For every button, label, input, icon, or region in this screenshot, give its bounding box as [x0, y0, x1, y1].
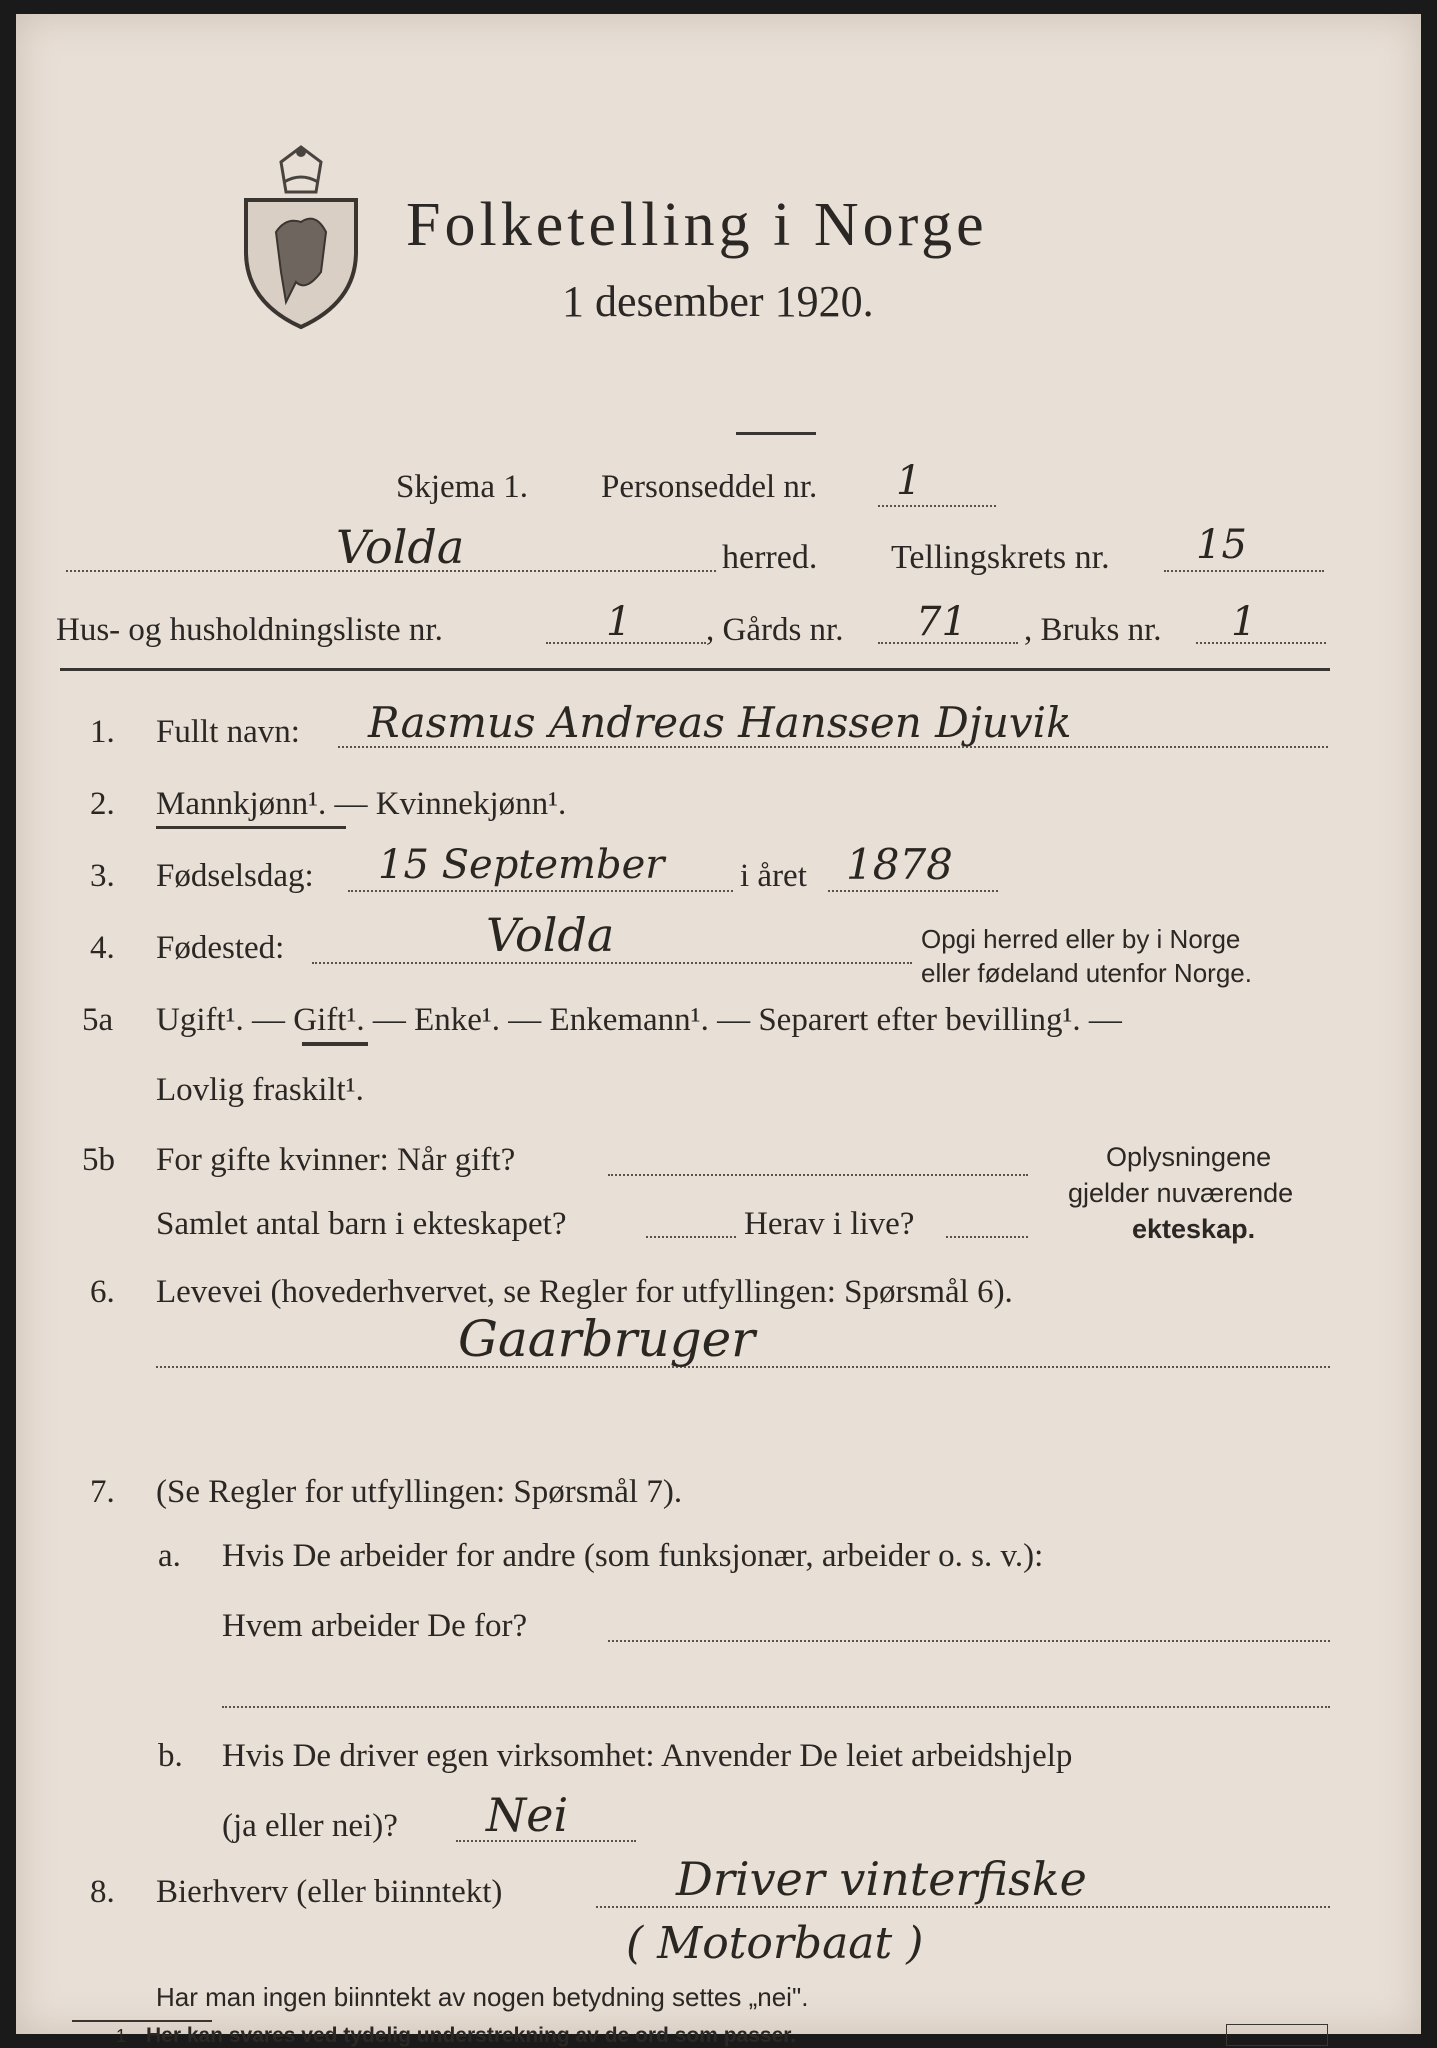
- mannkjonn-underline: [156, 826, 346, 829]
- q3-year-label: i året: [740, 858, 807, 894]
- section-divider: [60, 668, 1330, 671]
- q4-line: [312, 962, 912, 964]
- q7-number: 7.: [90, 1474, 115, 1510]
- q7a-number: a.: [158, 1538, 181, 1574]
- q3-line: [348, 890, 733, 892]
- census-form-page: [16, 14, 1421, 2047]
- q7a-label-employer: Hvem arbeider De for?: [222, 1608, 528, 1644]
- q5b-label-alive: Herav i live?: [744, 1206, 915, 1242]
- q7-label: (Se Regler for utfyllingen: Spørsmål 7).: [156, 1474, 683, 1510]
- coat-of-arms-icon: [226, 142, 376, 332]
- q1-number: 1.: [90, 714, 115, 750]
- herred-label: herred.: [722, 539, 818, 576]
- gards-value[interactable]: 71: [916, 599, 967, 645]
- q5b-label-married: For gifte kvinner: Når gift?: [156, 1142, 516, 1178]
- q7a-extra-line[interactable]: [222, 1706, 1330, 1708]
- q8-label: Bierhverv (eller biinntekt): [156, 1874, 503, 1910]
- bruks-value[interactable]: 1: [1231, 599, 1257, 645]
- q4-note-line2: eller fødeland utenfor Norge.: [921, 958, 1252, 988]
- q7a-label: Hvis De arbeider for andre (som funksjonær, arbeider o. s. v.):: [222, 1538, 1044, 1574]
- side-income-note: Har man ingen biinntekt av nogen betydning settes „nei".: [156, 1982, 809, 2012]
- birthplace-value[interactable]: Volda: [486, 908, 615, 962]
- q2-label: Mannkjønn¹. — Kvinnekjønn¹.: [156, 786, 567, 822]
- footnote-divider: [72, 2020, 212, 2022]
- q4-label: Fødested:: [156, 930, 285, 966]
- bruks-line: [1196, 642, 1326, 644]
- q3-label: Fødselsdag:: [156, 858, 314, 894]
- herred-value[interactable]: Volda: [336, 520, 465, 574]
- q5a-label: Ugift¹. — Gift¹. — Enke¹. — Enkemann¹. — Separert efter bevilling¹. —: [156, 1002, 1122, 1038]
- full-name-value[interactable]: Rasmus Andreas Hanssen Djuvik: [368, 698, 1072, 747]
- q6-label: Levevei (hovederhvervet, se Regler for utfyllingen: Spørsmål 6).: [156, 1274, 1013, 1310]
- q5a-label-line2: Lovlig fraskilt¹.: [156, 1072, 364, 1108]
- q5b-note-line2: gjelder nuværende: [1068, 1178, 1294, 1208]
- q2-number: 2.: [90, 786, 115, 822]
- hired-help-value[interactable]: Nei: [486, 1788, 569, 1842]
- skjema-label: Skjema 1.: [396, 469, 528, 505]
- q5b-note-line3: ekteskap.: [1132, 1214, 1256, 1244]
- side-income-value-line2[interactable]: ( Motorbaat ): [626, 1918, 924, 1969]
- q1-label: Fullt navn:: [156, 714, 300, 750]
- q5b-married-line[interactable]: [608, 1174, 1028, 1176]
- footnote-number: 1: [116, 2026, 127, 2046]
- printer-stamp: [1226, 2024, 1328, 2046]
- q5b-label-children: Samlet antal barn i ekteskapet?: [156, 1206, 567, 1242]
- form-title: Folketelling i Norge: [406, 191, 988, 259]
- q4-number: 4.: [90, 930, 115, 966]
- q7a-employer-line[interactable]: [608, 1640, 1330, 1642]
- q6-number: 6.: [90, 1274, 115, 1310]
- q3-number: 3.: [90, 858, 115, 894]
- tellingskrets-value[interactable]: 15: [1196, 522, 1247, 568]
- hus-value[interactable]: 1: [606, 599, 632, 645]
- q7b-label: Hvis De driver egen virksomhet: Anvender De leiet arbeidshjelp: [222, 1738, 1073, 1774]
- q7b-number: b.: [158, 1738, 183, 1774]
- bruks-label: , Bruks nr.: [1024, 612, 1162, 648]
- q5a-number: 5a: [82, 1002, 114, 1038]
- tellingskrets-label: Tellingskrets nr.: [891, 539, 1110, 576]
- q3-year-line: [828, 890, 998, 892]
- q8-line: [596, 1906, 1330, 1908]
- gards-label: , Gårds nr.: [706, 612, 844, 648]
- q8-number: 8.: [90, 1874, 115, 1910]
- tellingskrets-line: [1164, 570, 1324, 572]
- form-date: 1 desember 1920.: [562, 277, 874, 326]
- personseddel-value[interactable]: 1: [896, 458, 922, 504]
- q5b-alive-line[interactable]: [946, 1236, 1028, 1238]
- q4-note-line1: Opgi herred eller by i Norge: [921, 924, 1241, 954]
- personseddel-label: Personseddel nr.: [601, 469, 818, 505]
- gift-underline: [302, 1042, 368, 1046]
- q5b-children-line[interactable]: [646, 1236, 736, 1238]
- q5b-number: 5b: [82, 1142, 115, 1178]
- birthday-value[interactable]: 15 September: [378, 842, 665, 888]
- side-income-value[interactable]: Driver vinterfiske: [676, 1852, 1087, 1906]
- q5b-note-line1: Oplysningene: [1106, 1142, 1272, 1172]
- birth-year-value[interactable]: 1878: [846, 840, 953, 889]
- hus-label: Hus- og husholdningsliste nr.: [56, 612, 443, 648]
- occupation-value[interactable]: Gaarbruger: [458, 1310, 756, 1368]
- title-divider: [736, 432, 816, 435]
- footnote-text: Her kan svares ved tydelig understrekning av de ord som passer.: [146, 2024, 797, 2047]
- personseddel-line: [878, 505, 996, 507]
- q7b-label-yesno: (ja eller nei)?: [222, 1808, 398, 1844]
